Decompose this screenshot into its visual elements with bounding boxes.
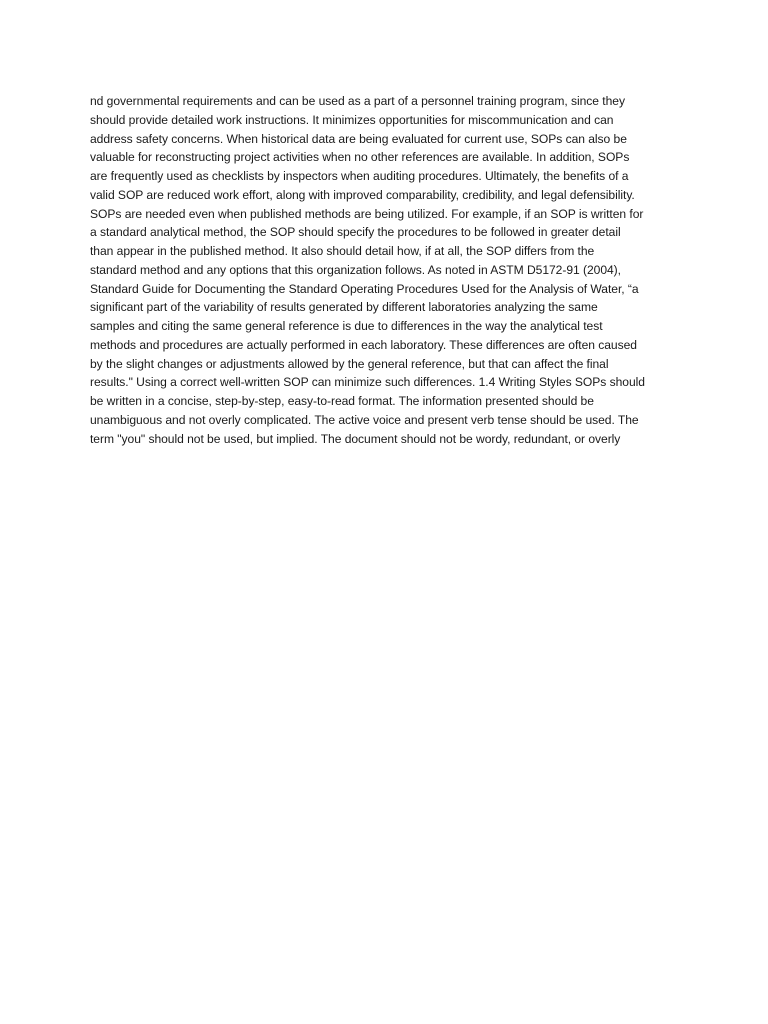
text-line: valuable for reconstructing project activities when no other references are available. In addition, SOPs: [90, 150, 630, 165]
body-text: [90, 92, 690, 448]
text-line: term "you" should not be used, but implied. The document should not be wordy, redundant, or overly: [90, 431, 621, 446]
text-line: valid SOP are reduced work effort, along with improved comparability, credibility, and legal defensibility.: [90, 187, 635, 202]
text-line: should provide detailed work instructions. It minimizes opportunities for miscommunication and can: [90, 112, 614, 127]
text-line: unambiguous and not overly complicated. The active voice and present verb tense should be used. The: [90, 412, 639, 427]
text-line: a standard analytical method, the SOP should specify the procedures to be followed in greater detail: [90, 225, 621, 240]
text-line: SOPs are needed even when published methods are being utilized. For example, if an SOP is written for: [90, 206, 644, 221]
text-line: than appear in the published method. It also should detail how, if at all, the SOP differs from the: [90, 244, 595, 258]
text-line: standard method and any options that this organization follows. As noted in ASTM D5172-91 (2004),: [90, 262, 621, 277]
text-line: be written in a concise, step-by-step, easy-to-read format. The information presented should be: [90, 394, 594, 408]
text-line: methods and procedures are actually performed in each laboratory. These differences are often caused: [90, 337, 637, 352]
text-line: by the slight changes or adjustments allowed by the general reference, but that can affect the final: [90, 356, 609, 371]
text-line: are frequently used as checklists by inspectors when auditing procedures. Ultimately, the benefits of a: [90, 169, 629, 183]
text-line: significant part of the variability of results generated by different laboratories analyzing the same: [90, 300, 598, 315]
text-line: results." Using a correct well-written SOP can minimize such differences. 1.4 Writing Styles SOPs should: [90, 375, 645, 390]
text-line: nd governmental requirements and can be used as a part of a personnel training program, since they: [90, 94, 625, 108]
text-line: samples and citing the same general reference is due to differences in the way the analytical test: [90, 319, 603, 333]
text-line: Standard Guide for Documenting the Standard Operating Procedures Used for the Analysis of Water, “a: [90, 281, 639, 296]
text-line: address safety concerns. When historical data are being evaluated for current use, SOPs can also be: [90, 131, 627, 146]
